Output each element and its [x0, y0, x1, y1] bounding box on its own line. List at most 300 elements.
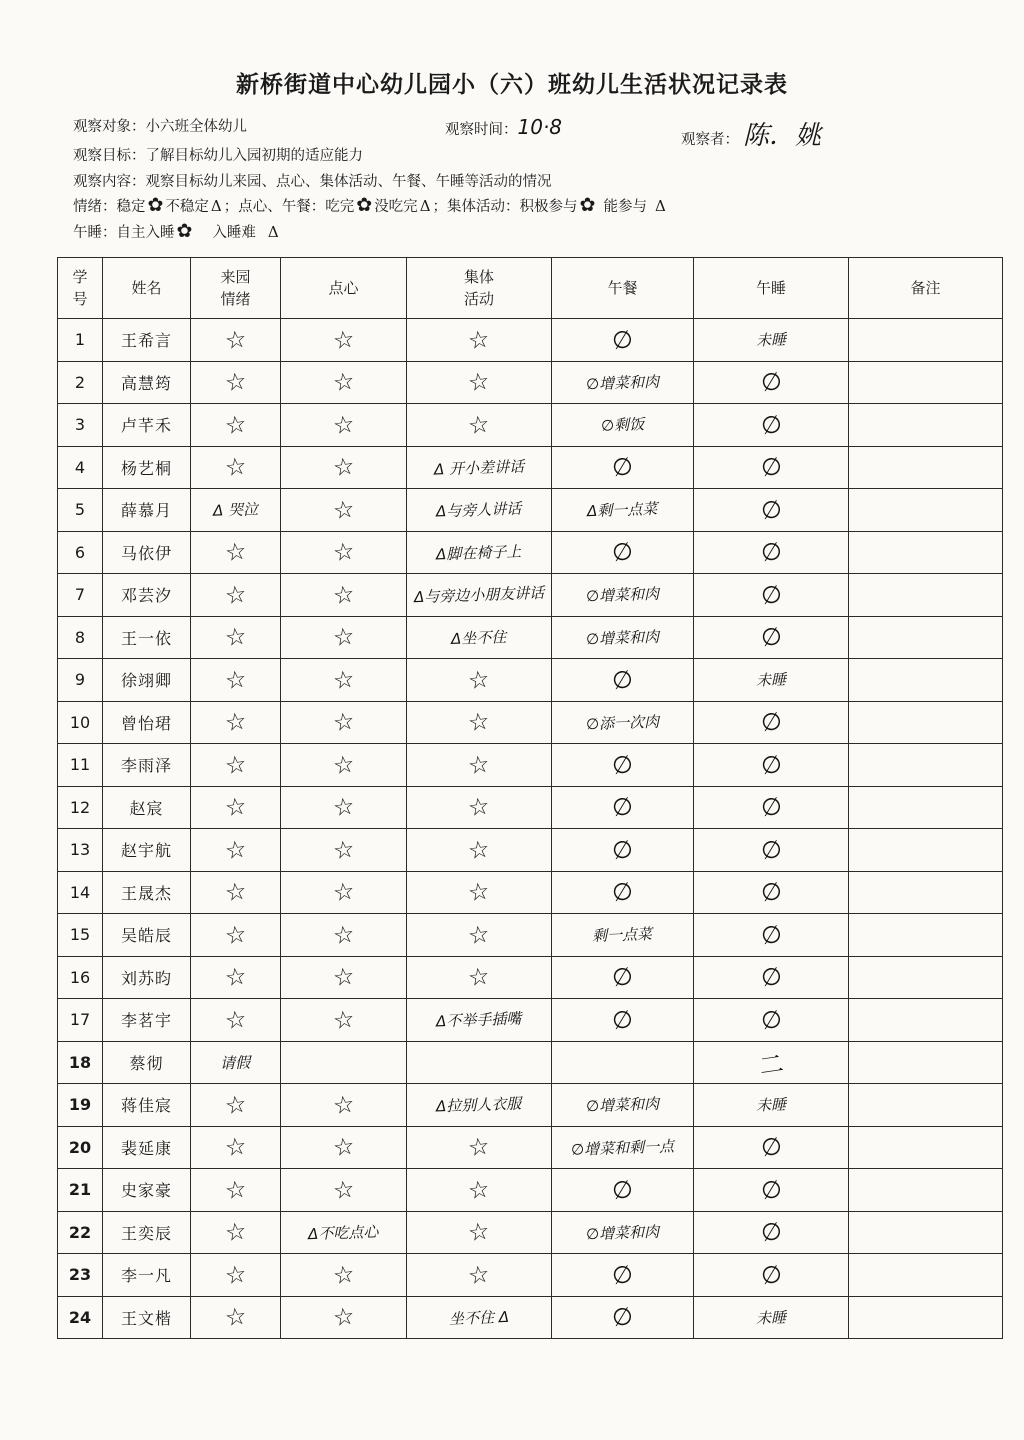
star-mark-icon: ☆: [330, 409, 357, 441]
circle-slash-mark-icon: ∅: [758, 1004, 784, 1036]
cell-group-activity: [407, 786, 552, 829]
cell-lunch: [552, 829, 694, 872]
cell-num: 20: [58, 1126, 103, 1169]
cell-arrival: [191, 701, 281, 744]
cell-nap: [694, 914, 849, 957]
circle-slash-mark-icon: ∅: [758, 621, 784, 653]
cell-arrival: [191, 574, 281, 617]
triangle-icon: Δ: [419, 197, 431, 215]
star-mark-icon: ☆: [330, 834, 357, 866]
cell-remark: [849, 744, 1003, 787]
meta-line-object: [73, 115, 822, 151]
cell-name: 刘苏昀: [103, 956, 191, 999]
star-mark-icon: ☆: [330, 791, 357, 823]
table-header-row: [58, 258, 1003, 319]
cell-arrival: [191, 956, 281, 999]
content-label: 观察内容：: [73, 174, 146, 190]
star-mark-icon: ☆: [330, 706, 357, 738]
cell-name: 马依伊: [103, 531, 191, 574]
star-mark-icon: ☆: [222, 791, 249, 823]
cell-num: 13: [58, 829, 103, 872]
table-row: [58, 1296, 1003, 1339]
cell-group-activity: [407, 999, 552, 1042]
cell-group-activity: [407, 361, 552, 404]
circle-slash-mark-icon: ∅: [610, 1004, 635, 1036]
cell-lunch: [552, 574, 694, 617]
cell-name: 杨艺桐: [103, 446, 191, 489]
handwritten-note: Δ 哭泣: [212, 500, 259, 521]
star-mark-icon: ☆: [222, 579, 249, 611]
meta-line-goal: [73, 144, 363, 165]
header-name: 姓名: [103, 258, 191, 319]
cell-num: 11: [58, 744, 103, 787]
table-row: [58, 319, 1003, 362]
table-row: [58, 1254, 1003, 1297]
circle-slash-mark-icon: ∅: [610, 451, 635, 483]
cell-num: 8: [58, 616, 103, 659]
cell-name: 邓芸汐: [103, 574, 191, 617]
cell-group-activity: [407, 531, 552, 574]
cell-name: 王文楷: [103, 1296, 191, 1339]
header-num: 学 号: [58, 258, 103, 319]
cell-arrival: [191, 361, 281, 404]
cell-num: 22: [58, 1211, 103, 1254]
cell-nap: [694, 1169, 849, 1212]
cell-num: 16: [58, 956, 103, 999]
triangle-icon: Δ: [654, 197, 666, 215]
cell-snack: [281, 999, 407, 1042]
table-row: [58, 446, 1003, 489]
cell-group-activity: [407, 1169, 552, 1212]
circle-slash-mark-icon: ∅: [758, 536, 784, 568]
cell-lunch: [552, 616, 694, 659]
star-mark-icon: ☆: [330, 664, 357, 696]
meta-line-content: [73, 170, 552, 191]
star-mark-icon: ☆: [222, 834, 249, 866]
star-mark-icon: ☆: [466, 791, 492, 823]
cell-snack: [281, 446, 407, 489]
cell-lunch: [552, 956, 694, 999]
header-snack: 点心: [281, 258, 407, 319]
cell-num: 15: [58, 914, 103, 957]
page-title: 新桥街道中心幼儿园小（六）班幼儿生活状况记录表: [236, 72, 788, 98]
cell-arrival: [191, 446, 281, 489]
star-mark-icon: ☆: [330, 1131, 357, 1163]
legend-hard-label: 入睡难: [212, 225, 256, 241]
circle-slash-mark-icon: ∅: [758, 706, 784, 738]
table-row: [58, 1041, 1003, 1084]
star-mark-icon: ☆: [466, 749, 492, 781]
cell-remark: [849, 871, 1003, 914]
star-mark-icon: ☆: [222, 749, 249, 781]
cell-name: 蒋佳宸: [103, 1084, 191, 1127]
cell-snack: [281, 659, 407, 702]
handwritten-note: 未睡: [755, 330, 787, 350]
cell-arrival: [191, 829, 281, 872]
cell-name: 王奕辰: [103, 1211, 191, 1254]
star-mark-icon: ☆: [466, 1174, 492, 1206]
table-row: [58, 871, 1003, 914]
cell-snack: [281, 1169, 407, 1212]
star-mark-icon: ☆: [330, 621, 357, 653]
handwritten-note: ∅增菜和肉: [585, 1222, 660, 1244]
circle-slash-mark-icon: ∅: [758, 366, 784, 398]
handwritten-note: 未睡: [755, 1095, 787, 1115]
cell-arrival: [191, 786, 281, 829]
legend-mood-label: 情绪：稳定: [73, 199, 146, 215]
cell-snack: [281, 829, 407, 872]
goal-value: 了解目标幼儿入园初期的适应能力: [145, 148, 363, 164]
cell-name: 卢芊禾: [103, 404, 191, 447]
cell-remark: [849, 1041, 1003, 1084]
cell-num: 23: [58, 1254, 103, 1297]
handwritten-note: ∅增菜和肉: [585, 627, 660, 649]
content-value: 观察目标幼儿来园、点心、集体活动、午餐、午睡等活动的情况: [145, 174, 552, 190]
handwritten-note: Δ不举手插嘴: [436, 1009, 522, 1031]
cell-num: 18: [58, 1041, 103, 1084]
cell-name: 李一凡: [103, 1254, 191, 1297]
handwritten-note: ∅增菜和肉: [585, 372, 660, 394]
cell-arrival: [191, 531, 281, 574]
cell-lunch: [552, 489, 694, 532]
cell-snack: [281, 871, 407, 914]
cell-remark: [849, 1296, 1003, 1339]
star-mark-icon: ☆: [222, 1174, 249, 1206]
cell-name: 史家豪: [103, 1169, 191, 1212]
cell-name: 李雨泽: [103, 744, 191, 787]
cell-nap: [694, 404, 849, 447]
cell-remark: [849, 786, 1003, 829]
cell-num: 7: [58, 574, 103, 617]
handwritten-note: Δ与旁边小朋友讲话: [413, 583, 545, 607]
cell-snack: [281, 616, 407, 659]
cell-group-activity: [407, 1084, 552, 1127]
cell-name: 赵宸: [103, 786, 191, 829]
cell-lunch: [552, 1296, 694, 1339]
cell-lunch: [552, 659, 694, 702]
star-mark-icon: ☆: [330, 1004, 357, 1036]
cell-lunch: [552, 786, 694, 829]
cell-nap: [694, 446, 849, 489]
circle-slash-mark-icon: ∅: [758, 1131, 784, 1163]
cell-arrival: [191, 1296, 281, 1339]
cell-lunch: [552, 1169, 694, 1212]
star-mark-icon: ☆: [330, 324, 357, 356]
star-flower-icon: ✿: [176, 220, 193, 242]
handwritten-note: Δ剩一点菜: [587, 500, 658, 521]
cell-snack: [281, 914, 407, 957]
cell-nap: [694, 659, 849, 702]
star-mark-icon: ☆: [222, 1004, 249, 1036]
table-row: [58, 1211, 1003, 1254]
star-mark-icon: ☆: [330, 536, 357, 568]
table-row: [58, 489, 1003, 532]
cell-lunch: [552, 871, 694, 914]
header-group-activity: 集体 活动: [407, 258, 552, 319]
cell-remark: [849, 1169, 1003, 1212]
star-mark-icon: ☆: [466, 834, 492, 866]
cell-group-activity: [407, 1254, 552, 1297]
table-row: [58, 786, 1003, 829]
star-mark-icon: ☆: [466, 876, 492, 908]
cell-lunch: [552, 999, 694, 1042]
legend-snack-lunch-label: ；点心、午餐：吃完: [223, 199, 355, 215]
cell-num: 2: [58, 361, 103, 404]
cell-num: 19: [58, 1084, 103, 1127]
header-nap: 午睡: [694, 258, 849, 319]
handwritten-note: 未睡: [755, 1308, 787, 1328]
star-mark-icon: ☆: [222, 706, 249, 738]
cell-snack: [281, 489, 407, 532]
star-mark-icon: ☆: [222, 536, 249, 568]
cell-lunch: [552, 1254, 694, 1297]
handwritten-note: ∅添一次肉: [585, 712, 660, 734]
cell-remark: [849, 404, 1003, 447]
table-row: [58, 616, 1003, 659]
table-row: [58, 659, 1003, 702]
circle-slash-mark-icon: ∅: [610, 664, 635, 696]
cell-remark: [849, 319, 1003, 362]
legend-nap-label: 午睡：自主入睡: [73, 225, 175, 241]
cell-snack: [281, 956, 407, 999]
circle-slash-mark-icon: ∅: [758, 876, 784, 908]
handwritten-note: 坐不住 Δ: [448, 1307, 510, 1328]
cell-remark: [849, 1211, 1003, 1254]
star-mark-icon: ☆: [222, 664, 249, 696]
legend-can-join-label: 能参与: [603, 199, 647, 215]
star-mark-icon: ☆: [330, 1089, 357, 1121]
cell-name: 蔡彻: [103, 1041, 191, 1084]
cell-remark: [849, 701, 1003, 744]
cell-snack: [281, 1084, 407, 1127]
cell-num: 10: [58, 701, 103, 744]
handwritten-mark: 二: [757, 1049, 786, 1081]
cell-group-activity: [407, 1211, 552, 1254]
table-row: [58, 404, 1003, 447]
cell-arrival: [191, 489, 281, 532]
handwritten-note: Δ脚在椅子上: [436, 542, 522, 564]
star-mark-icon: ☆: [222, 1301, 249, 1333]
star-mark-icon: ☆: [466, 706, 492, 738]
cell-arrival: [191, 914, 281, 957]
cell-arrival: [191, 1254, 281, 1297]
legend-not-finished-label: 没吃完: [374, 199, 418, 215]
cell-nap: [694, 616, 849, 659]
table-row: [58, 914, 1003, 957]
cell-group-activity: [407, 829, 552, 872]
cell-lunch: [552, 531, 694, 574]
table-row: [58, 701, 1003, 744]
circle-slash-mark-icon: ∅: [610, 1174, 635, 1206]
circle-slash-mark-icon: ∅: [758, 961, 784, 993]
cell-num: 12: [58, 786, 103, 829]
star-flower-icon: ✿: [147, 194, 164, 216]
circle-slash-mark-icon: ∅: [758, 494, 784, 526]
cell-remark: [849, 1084, 1003, 1127]
table-row: [58, 1126, 1003, 1169]
cell-snack: [281, 319, 407, 362]
table-row: [58, 574, 1003, 617]
star-mark-icon: ☆: [330, 494, 357, 526]
handwritten-note: ∅增菜和肉: [585, 584, 660, 606]
object-label: 观察对象：: [73, 119, 146, 135]
cell-remark: [849, 829, 1003, 872]
cell-lunch: [552, 446, 694, 489]
circle-slash-mark-icon: ∅: [610, 961, 635, 993]
cell-name: 曾怡珺: [103, 701, 191, 744]
cell-nap: [694, 1296, 849, 1339]
cell-arrival: [191, 404, 281, 447]
cell-snack: [281, 361, 407, 404]
cell-group-activity: [407, 659, 552, 702]
circle-slash-mark-icon: ∅: [610, 834, 635, 866]
circle-slash-mark-icon: ∅: [758, 834, 784, 866]
circle-slash-mark-icon: ∅: [758, 1259, 784, 1291]
handwritten-note: 剩一点菜: [592, 925, 653, 946]
cell-arrival: [191, 999, 281, 1042]
cell-lunch: [552, 744, 694, 787]
table-row: [58, 829, 1003, 872]
cell-num: 6: [58, 531, 103, 574]
goal-label: 观察目标：: [73, 148, 146, 164]
star-mark-icon: ☆: [330, 1174, 357, 1206]
star-mark-icon: ☆: [222, 451, 249, 483]
cell-num: 14: [58, 871, 103, 914]
handwritten-note: ∅增菜和剩一点: [570, 1136, 675, 1159]
cell-lunch: [552, 319, 694, 362]
cell-group-activity: [407, 914, 552, 957]
cell-num: 24: [58, 1296, 103, 1339]
cell-group-activity: [407, 574, 552, 617]
cell-name: 李茗宇: [103, 999, 191, 1042]
circle-slash-mark-icon: ∅: [758, 791, 784, 823]
cell-arrival: [191, 616, 281, 659]
legend-unstable-label: 不稳定: [165, 199, 209, 215]
star-mark-icon: ☆: [222, 876, 249, 908]
cell-snack: [281, 1211, 407, 1254]
cell-arrival: [191, 659, 281, 702]
cell-nap: [694, 744, 849, 787]
cell-nap: [694, 1211, 849, 1254]
circle-slash-mark-icon: ∅: [610, 1259, 635, 1291]
cell-group-activity: [407, 956, 552, 999]
cell-snack: [281, 1041, 407, 1084]
cell-name: 高慧筠: [103, 361, 191, 404]
star-mark-icon: ☆: [466, 409, 492, 441]
handwritten-note: Δ拉别人衣服: [436, 1094, 522, 1116]
table-row: [58, 956, 1003, 999]
cell-num: 3: [58, 404, 103, 447]
cell-nap: [694, 701, 849, 744]
cell-arrival: [191, 319, 281, 362]
star-mark-icon: ☆: [466, 664, 492, 696]
cell-remark: [849, 446, 1003, 489]
cell-name: 王晟杰: [103, 871, 191, 914]
cell-remark: [849, 999, 1003, 1042]
cell-nap: [694, 319, 849, 362]
cell-group-activity: [407, 446, 552, 489]
legend-group-label: ；集体活动：积极参与: [432, 199, 578, 215]
cell-nap: [694, 1254, 849, 1297]
cell-snack: [281, 744, 407, 787]
cell-nap: [694, 999, 849, 1042]
star-mark-icon: ☆: [466, 1216, 492, 1248]
star-mark-icon: ☆: [330, 1259, 357, 1291]
star-mark-icon: ☆: [330, 961, 357, 993]
star-mark-icon: ☆: [466, 366, 492, 398]
legend-line-2: [73, 220, 281, 242]
cell-nap: [694, 1126, 849, 1169]
star-mark-icon: ☆: [222, 1131, 249, 1163]
cell-arrival: [191, 1169, 281, 1212]
header-lunch: 午餐: [552, 258, 694, 319]
star-mark-icon: ☆: [222, 366, 249, 398]
circle-slash-mark-icon: ∅: [758, 749, 784, 781]
star-mark-icon: ☆: [466, 919, 492, 951]
cell-group-activity: [407, 1041, 552, 1084]
star-mark-icon: ☆: [222, 621, 249, 653]
handwritten-note: ∅增菜和肉: [585, 1094, 660, 1116]
cell-nap: [694, 361, 849, 404]
cell-snack: [281, 1126, 407, 1169]
star-mark-icon: ☆: [330, 1301, 357, 1333]
cell-num: 17: [58, 999, 103, 1042]
cell-lunch: [552, 701, 694, 744]
header-arrival: 来园 情绪: [191, 258, 281, 319]
cell-group-activity: [407, 701, 552, 744]
observer-label: 观察者：: [681, 132, 739, 148]
handwritten-note: Δ不吃点心: [308, 1222, 379, 1243]
cell-snack: [281, 574, 407, 617]
handwritten-note: Δ 开小差讲话: [433, 457, 525, 479]
cell-snack: [281, 531, 407, 574]
star-mark-icon: ☆: [222, 961, 249, 993]
star-mark-icon: ☆: [330, 579, 357, 611]
handwritten-note: 未睡: [755, 670, 787, 690]
header-remark: 备注: [849, 258, 1003, 319]
triangle-icon: Δ: [267, 223, 279, 241]
record-table-body: [58, 319, 1003, 1339]
cell-remark: [849, 489, 1003, 532]
handwritten-note: ∅剩饭: [600, 415, 645, 435]
legend-line-1: [73, 194, 668, 216]
circle-slash-mark-icon: ∅: [610, 876, 635, 908]
star-mark-icon: ☆: [222, 1089, 249, 1121]
cell-group-activity: [407, 319, 552, 362]
handwritten-note: Δ坐不住: [451, 627, 507, 648]
cell-name: 裴延康: [103, 1126, 191, 1169]
star-mark-icon: ☆: [330, 919, 357, 951]
cell-snack: [281, 1254, 407, 1297]
cell-snack: [281, 1296, 407, 1339]
cell-lunch: [552, 361, 694, 404]
star-mark-icon: ☆: [466, 1131, 492, 1163]
circle-slash-mark-icon: ∅: [610, 791, 635, 823]
cell-name: 徐翊卿: [103, 659, 191, 702]
cell-name: 吴皓辰: [103, 914, 191, 957]
object-value: 小六班全体幼儿: [145, 119, 247, 135]
observer-signature: 陈．姚: [743, 121, 822, 151]
cell-arrival: [191, 1211, 281, 1254]
circle-slash-mark-icon: ∅: [610, 749, 635, 781]
cell-nap: [694, 531, 849, 574]
handwritten-note: Δ与旁人讲话: [436, 499, 522, 521]
cell-group-activity: [407, 871, 552, 914]
handwritten-note: 请假: [220, 1053, 251, 1073]
cell-nap: [694, 1084, 849, 1127]
cell-name: 赵宇航: [103, 829, 191, 872]
cell-name: 薛慕月: [103, 489, 191, 532]
